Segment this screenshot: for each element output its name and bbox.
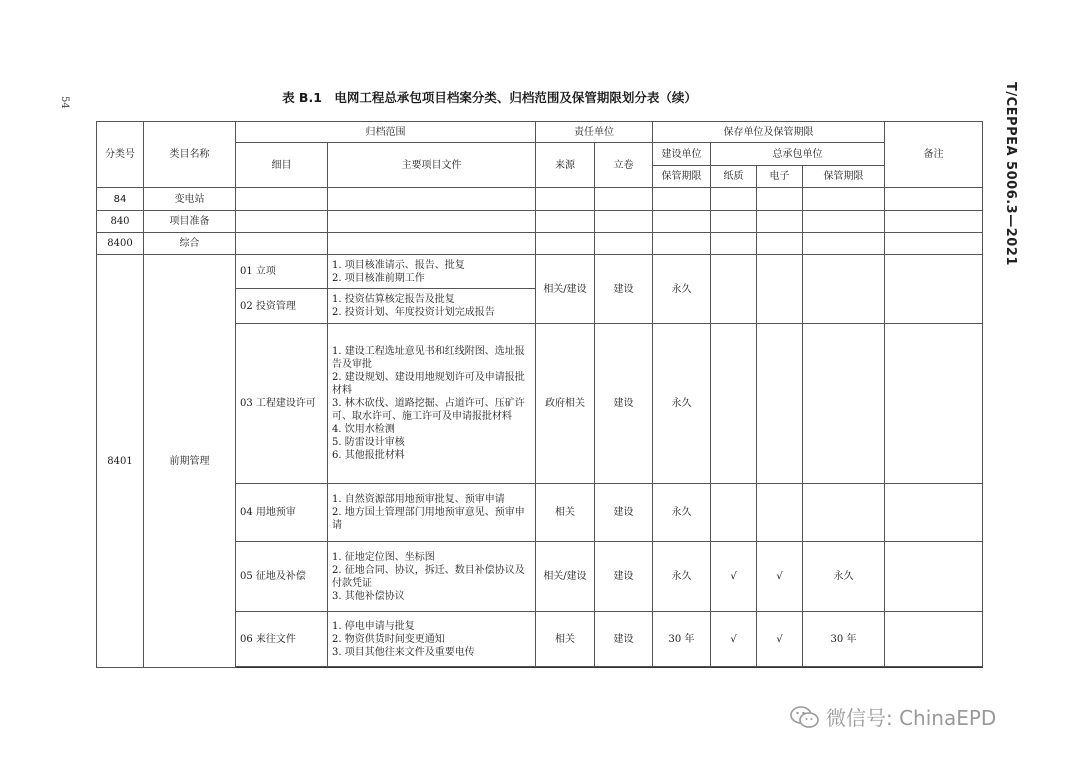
file-entry: 1. 项目核准请示、报告、批复 — [332, 259, 465, 271]
paper-cell — [711, 324, 757, 484]
header-owner-period: 保管期限 — [653, 166, 711, 188]
item-name: 05 征地及补偿 — [236, 542, 328, 612]
file-entry: 3. 林木砍伐、道路挖掘、占道许可、压矿许可、取水许可、施工许可及申请报批材料 — [332, 398, 525, 422]
file-entry: 6. 其他报批材料 — [332, 450, 405, 461]
paper-cell: √ — [711, 542, 757, 612]
owner-period-cell: 30 年 — [653, 612, 711, 667]
file-entry: 4. 饮用水检测 — [332, 424, 395, 435]
filing-cell: 建设 — [595, 542, 653, 612]
file-entry: 5. 防雷设计审核 — [332, 437, 405, 448]
class-name: 综合 — [144, 233, 236, 255]
source-cell: 相关/建设 — [536, 542, 595, 612]
owner-period-cell: 永久 — [653, 255, 711, 324]
class-name: 项目准备 — [144, 211, 236, 233]
electronic-cell — [757, 255, 803, 324]
table-row — [97, 188, 983, 211]
owner-period-cell: 永久 — [653, 542, 711, 612]
remark-cell — [885, 612, 983, 667]
item-name: 03 工程建设许可 — [236, 324, 328, 484]
file-entry: 2. 征地合同、协议，拆迁、数目补偿协议及付款凭证 — [332, 564, 525, 589]
file-entry: 2. 项目核准前期工作 — [332, 272, 425, 284]
header-category: 类目名称 — [144, 122, 236, 188]
paper-cell — [711, 484, 757, 542]
class-name: 变电站 — [144, 188, 236, 211]
file-entry: 3. 项目其他往来文件及重要电传 — [332, 646, 475, 658]
table-row — [97, 255, 983, 289]
header-contractor: 总承包单位 — [711, 143, 885, 166]
file-entry: 2. 地方国土管理部门用地预审意见、预审申请 — [332, 507, 525, 531]
file-entry: 1. 投资估算核定报告及批复 — [332, 294, 455, 305]
standard-code: T/CEPPEA 5006.3—2021 — [1003, 82, 1018, 266]
file-entry: 3. 其他补偿协议 — [332, 590, 405, 602]
file-entry: 2. 建设规划、建设用地规划许可及申请报批材料 — [332, 372, 525, 396]
electronic-cell: √ — [757, 542, 803, 612]
file-list — [328, 484, 536, 542]
file-entry: 2. 物资供货时间变更通知 — [332, 633, 445, 645]
header-retention: 保存单位及保管期限 — [653, 122, 885, 143]
file-list — [328, 542, 536, 612]
file-list — [328, 255, 536, 289]
paper-cell — [711, 255, 757, 324]
file-entry: 1. 征地定位图、坐标图 — [332, 551, 435, 563]
owner-period-cell: 永久 — [653, 484, 711, 542]
header-code: 分类号 — [97, 122, 144, 188]
file-entry: 1. 自然资源部用地预审批复、预审申请 — [332, 494, 505, 505]
remark-cell — [885, 324, 983, 484]
header-files: 主要项目文件 — [328, 143, 536, 188]
electronic-cell — [757, 324, 803, 484]
class-code: 840 — [97, 211, 144, 233]
header-remark: 备注 — [885, 122, 983, 188]
filing-cell: 建设 — [595, 324, 653, 484]
header-electronic: 电子 — [757, 166, 803, 188]
file-entry: 1. 停电申请与批复 — [332, 620, 415, 632]
header-responsible: 责任单位 — [536, 122, 653, 143]
header-filing: 立卷 — [595, 143, 653, 188]
source-cell: 政府相关 — [536, 324, 595, 484]
group-code: 8401 — [97, 255, 144, 668]
header-item: 细目 — [236, 143, 328, 188]
item-name: 01 立项 — [236, 255, 328, 289]
table-row — [97, 233, 983, 255]
wechat-icon — [790, 705, 820, 729]
remark-cell — [885, 484, 983, 542]
item-name: 02 投资管理 — [236, 289, 328, 324]
contractor-period-cell: 永久 — [803, 542, 885, 612]
item-name: 06 来往文件 — [236, 612, 328, 667]
file-list — [328, 612, 536, 667]
header-contractor-period: 保管期限 — [803, 166, 885, 188]
watermark-text: 微信号: ChinaEPD — [826, 706, 997, 730]
header-source: 来源 — [536, 143, 595, 188]
archive-classification-table — [96, 121, 983, 668]
filing-cell: 建设 — [595, 612, 653, 667]
filing-cell: 建设 — [595, 484, 653, 542]
header-owner: 建设单位 — [653, 143, 711, 166]
file-entry: 1. 建设工程选址意见书和红线附图、选址报告及审批 — [332, 346, 525, 370]
filing-cell: 建设 — [595, 255, 653, 324]
file-entry: 2. 投资计划、年度投资计划完成报告 — [332, 307, 495, 318]
watermark — [790, 702, 996, 731]
source-cell: 相关 — [536, 612, 595, 667]
contractor-period-cell — [803, 255, 885, 324]
class-code: 8400 — [97, 233, 144, 255]
item-name: 04 用地预审 — [236, 484, 328, 542]
contractor-period-cell — [803, 324, 885, 484]
remark-cell — [885, 255, 983, 324]
file-list — [328, 324, 536, 484]
header-paper: 纸质 — [711, 166, 757, 188]
contractor-period-cell — [803, 484, 885, 542]
owner-period-cell: 永久 — [653, 324, 711, 484]
source-cell: 相关/建设 — [536, 255, 595, 324]
source-cell: 相关 — [536, 484, 595, 542]
class-code: 84 — [97, 188, 144, 211]
table-row — [97, 211, 983, 233]
group-name: 前期管理 — [144, 255, 236, 668]
page-number: 54 — [59, 96, 70, 109]
table-title: 表 B.1 电网工程总承包项目档案分类、归档范围及保管期限划分表（续） — [282, 90, 697, 105]
remark-cell — [885, 542, 983, 612]
contractor-period-cell: 30 年 — [803, 612, 885, 667]
header-scope: 归档范围 — [236, 122, 536, 143]
paper-cell: √ — [711, 612, 757, 667]
electronic-cell — [757, 484, 803, 542]
file-list — [328, 289, 536, 324]
electronic-cell: √ — [757, 612, 803, 667]
